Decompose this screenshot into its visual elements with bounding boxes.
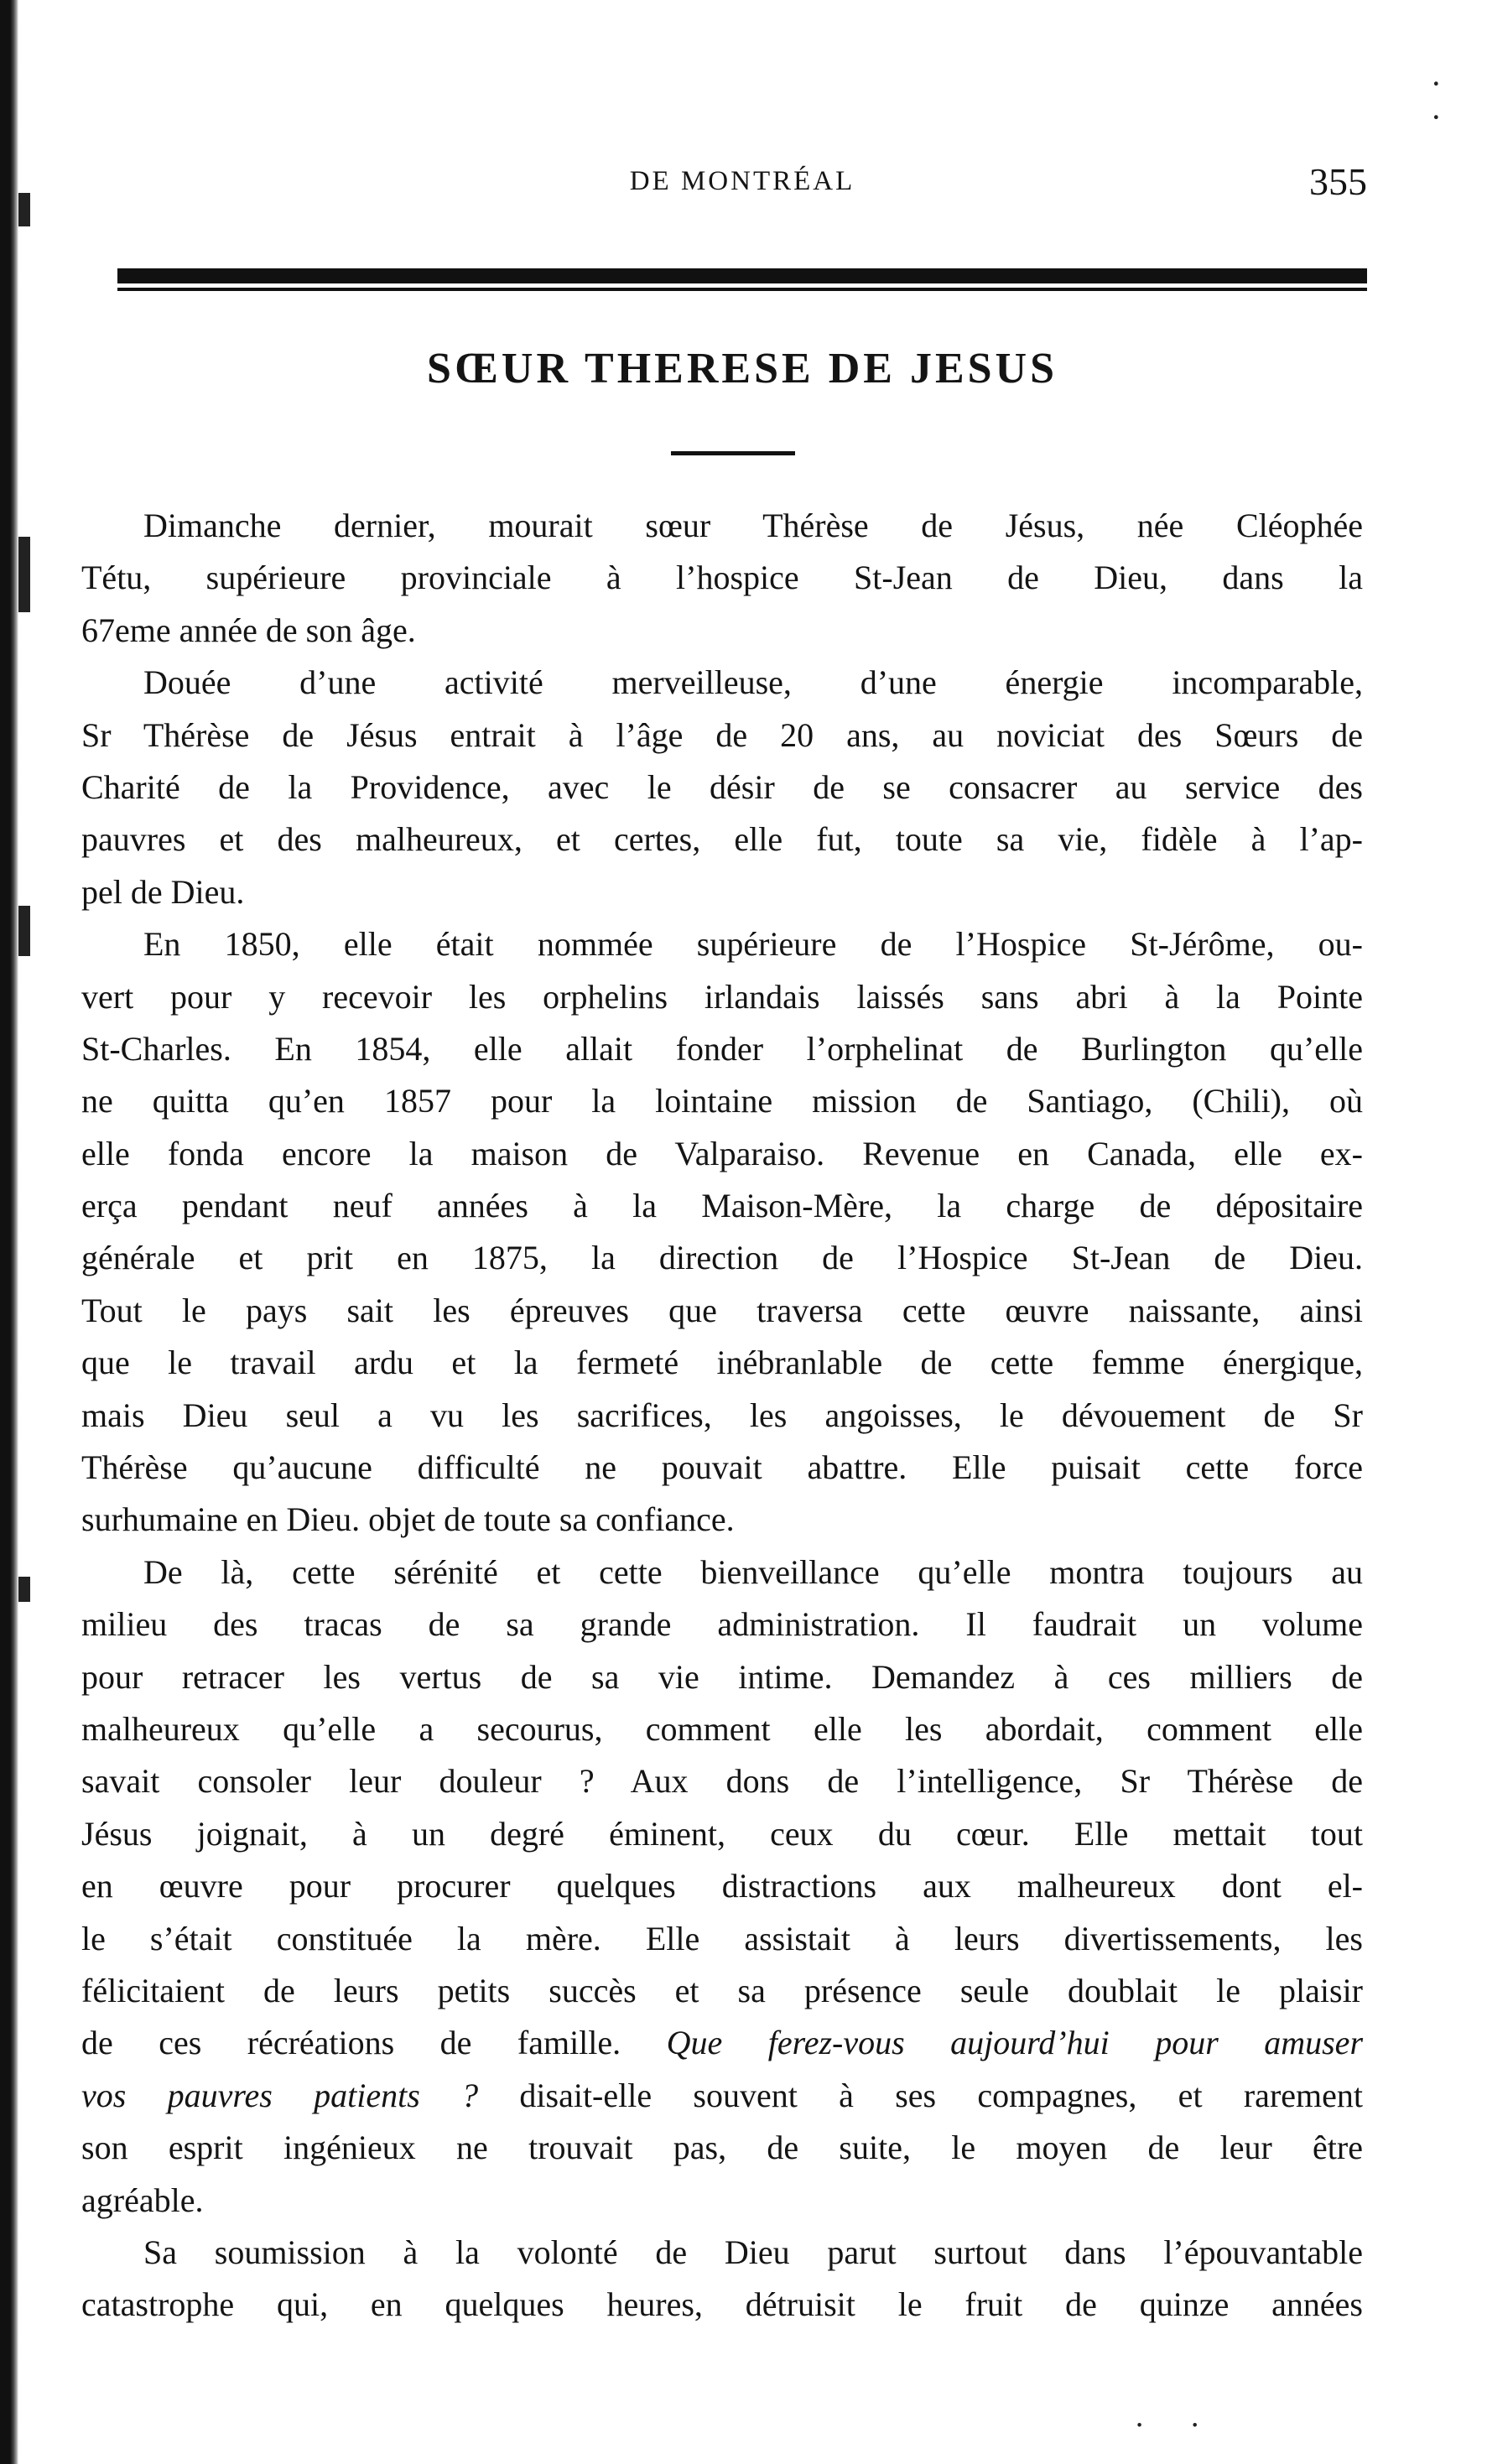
text-line-content: malheureux qu’elle a secourus, comment elle les abordait, comment elle — [81, 1709, 1363, 1748]
text-line — [81, 2070, 1363, 2122]
italic-quote: Que ferez-vous aujourd’hui pour amuser — [666, 2024, 1364, 2062]
text-line-content: de ces récréations de famille. — [81, 2024, 621, 2062]
text-line — [81, 762, 1363, 814]
text-line-content: Sa soumission à la volonté de Dieu parut surtout dans l’épouvantable — [143, 2233, 1363, 2271]
text-line-content: agréable. — [81, 2181, 204, 2219]
text-line-content: générale et prit en 1875, la direction de l’Hospice St-Jean de Dieu. — [81, 1239, 1363, 1277]
text-line-content: pel de Dieu. — [81, 872, 245, 911]
text-line-content: erça pendant neuf années à la Maison-Mère, la charge de dépositaire — [81, 1187, 1363, 1225]
text-line — [81, 1285, 1363, 1337]
text-line — [81, 1755, 1363, 1807]
text-line-content: en œuvre pour procurer quelques distractions aux malheureux dont el- — [81, 1867, 1363, 1905]
text-line — [81, 1075, 1363, 1127]
text-line — [81, 1808, 1363, 1860]
text-line-content: le s’était constituée la mère. Elle assistait à leurs divertissements, les — [81, 1919, 1363, 1957]
text-line-content: Jésus joignait, à un degré éminent, ceux du cœur. Elle mettait tout — [81, 1814, 1363, 1853]
text-line-content: ne quitta qu’en 1857 pour la lointaine mission de Santiago, (Chili), où — [81, 1082, 1363, 1120]
text-line — [81, 1965, 1363, 2017]
scan-speck: · · — [1134, 2408, 1219, 2443]
text-line-content: 67eme année de son âge. — [81, 611, 416, 649]
text-line — [81, 1337, 1363, 1389]
scan-border-left — [0, 0, 18, 2464]
text-line — [81, 500, 1363, 552]
text-line — [81, 2227, 1363, 2279]
text-line-content: milieu des tracas de sa grande administration. Il faudrait un volume — [81, 1605, 1363, 1644]
text-line-content: Tétu, supérieure provinciale à l’hospice St-Jean de Dieu, dans la — [81, 559, 1363, 597]
text-line — [81, 1442, 1363, 1494]
text-line — [81, 1651, 1363, 1703]
text-line — [81, 552, 1363, 604]
italic-quote: vos pauvres patients ? — [81, 2076, 479, 2114]
text-line — [81, 2279, 1363, 2331]
text-line-content: mais Dieu seul a vu les sacrifices, les angoisses, le dévouement de Sr — [81, 1396, 1363, 1434]
header-rule-thin — [117, 288, 1367, 291]
text-line-content: pauvres et des malheureux, et certes, elle fut, toute sa vie, fidèle à l’ap- — [81, 820, 1363, 859]
header-rule — [117, 268, 1367, 283]
text-line-content: En 1850, elle était nommée supérieure de l’Hospice St-Jérôme, ou- — [143, 925, 1363, 964]
text-line-content: catastrophe qui, en quelques heures, détruisit le fruit de quinze années — [81, 2285, 1363, 2324]
text-line-content: félicitaient de leurs petits succès et sa présence seule doublait le plaisir — [81, 1971, 1363, 2009]
text-line-content: que le travail ardu et la fermeté inébranlable de cette femme énergique, — [81, 1344, 1363, 1382]
text-line — [81, 1494, 1363, 1546]
text-line-content: Sr Thérèse de Jésus entrait à l’âge de 20 ans, au noviciat des Sœurs de — [81, 715, 1363, 754]
text-line — [81, 605, 1363, 657]
text-line — [81, 1232, 1363, 1284]
text-line-content: disait-elle souvent à ses compagnes, et rarement — [478, 2076, 1363, 2114]
text-line — [81, 1180, 1363, 1232]
text-line-content: vert pour y recevoir les orphelins irlandais laissés sans abri à la Pointe — [81, 977, 1363, 1016]
article-title: SŒUR THERESE DE JESUS — [426, 345, 1058, 392]
text-line-content: son esprit ingénieux ne trouvait pas, de suite, le moyen de leur être — [81, 2129, 1363, 2167]
text-line — [81, 2122, 1363, 2174]
text-line — [81, 1390, 1363, 1442]
running-title: DE MONTRÉAL — [629, 166, 855, 196]
running-header — [117, 159, 1367, 210]
text-line-content: surhumaine en Dieu. objet de toute sa confiance. — [81, 1500, 735, 1539]
text-line-content: De là, cette sérénité et cette bienveillance qu’elle montra toujours au — [143, 1552, 1363, 1591]
text-line — [81, 1128, 1363, 1180]
text-line — [81, 2017, 1363, 2069]
article-body — [81, 500, 1363, 2331]
scan-mark — [18, 1577, 30, 1602]
text-line — [81, 2175, 1363, 2227]
text-line-content: Douée d’une activité merveilleuse, d’une énergie incomparable, — [143, 663, 1363, 702]
title-divider — [671, 451, 795, 455]
text-line — [81, 971, 1363, 1023]
text-line — [81, 1546, 1363, 1598]
text-line — [81, 1598, 1363, 1650]
text-line-content: Charité de la Providence, avec le désir de se consacrer au service des — [81, 767, 1363, 806]
text-line — [81, 1860, 1363, 1912]
text-line-content: Thérèse qu’aucune difficulté ne pouvait abattre. Elle puisait cette force — [81, 1448, 1363, 1487]
scan-mark — [18, 906, 30, 956]
text-line — [81, 814, 1363, 866]
scan-mark — [18, 193, 30, 226]
text-line-content: Dimanche dernier, mourait sœur Thérèse de Jésus, née Cléophée — [143, 507, 1363, 544]
text-line-content: elle fonda encore la maison de Valparaiso. Revenue en Canada, elle ex- — [81, 1134, 1363, 1172]
text-line — [81, 1703, 1363, 1755]
text-line — [81, 866, 1363, 918]
text-line-content: Tout le pays sait les épreuves que traversa cette œuvre naissante, ainsi — [81, 1291, 1363, 1329]
text-line-content: St-Charles. En 1854, elle allait fonder l’orphelinat de Burlington qu’elle — [81, 1029, 1363, 1068]
text-line — [81, 1023, 1363, 1075]
page-number: 355 — [1309, 160, 1367, 203]
text-line-content: savait consoler leur douleur ? Aux dons de l’intelligence, Sr Thérèse de — [81, 1762, 1363, 1801]
text-line — [81, 657, 1363, 709]
text-line — [81, 710, 1363, 762]
text-line — [81, 1913, 1363, 1965]
text-line — [81, 918, 1363, 970]
scan-speck: · · — [1430, 65, 1442, 136]
text-line-content: pour retracer les vertus de sa vie intime. Demandez à ces milliers de — [81, 1657, 1363, 1696]
scan-mark — [18, 537, 30, 612]
